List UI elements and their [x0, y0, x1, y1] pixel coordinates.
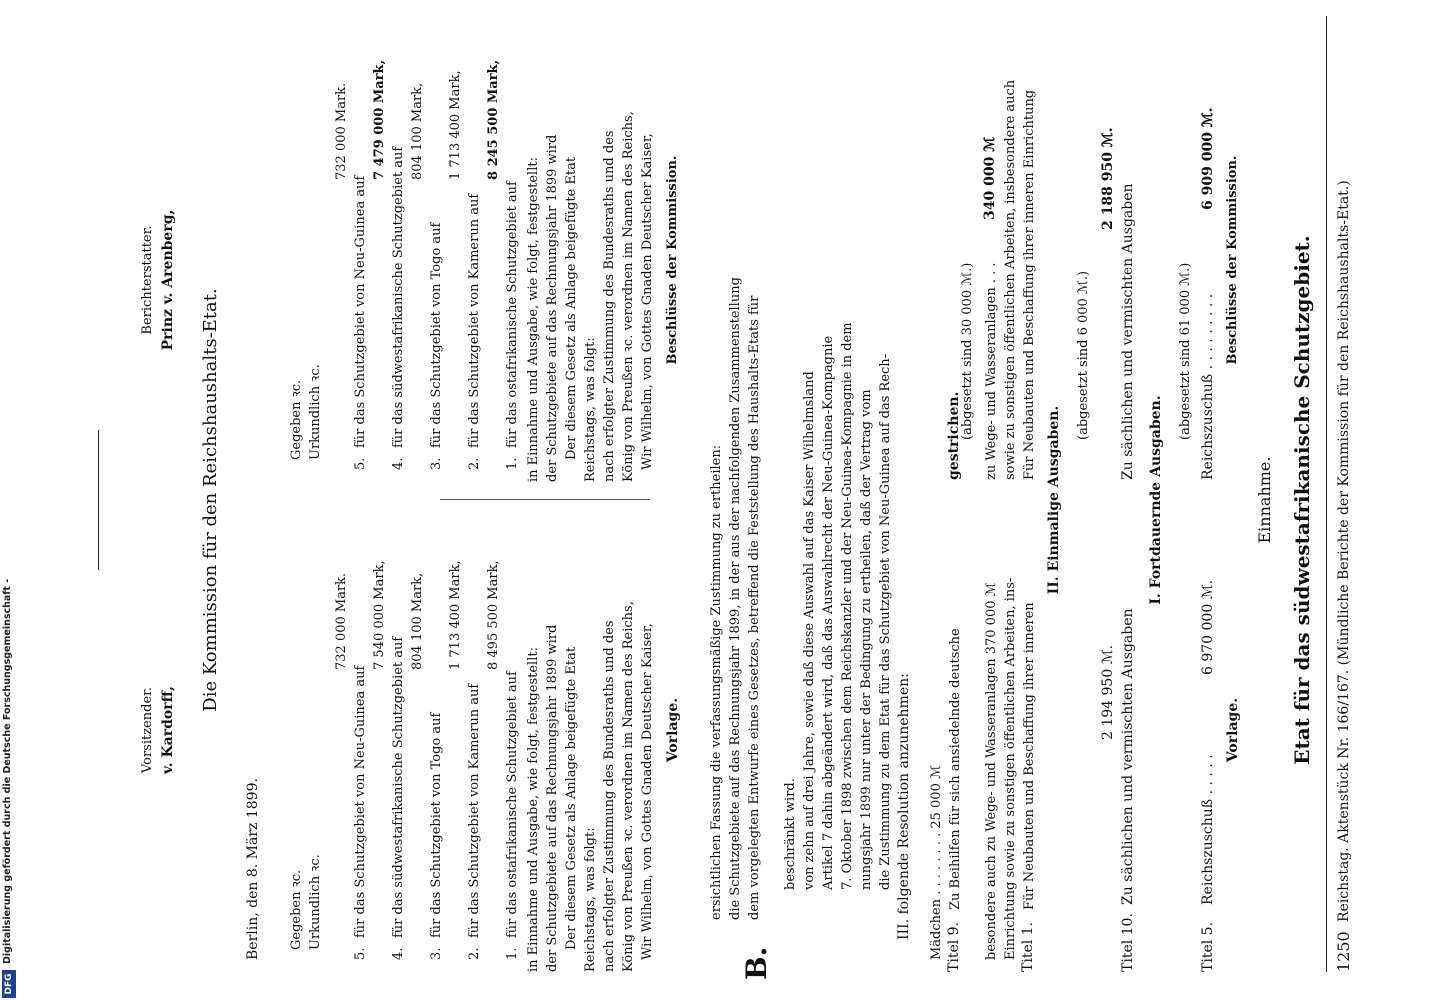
titel10-right-note: (abgesetzt sind 6 000 ℳ.) — [1076, 270, 1091, 440]
item-left-text: für das ostafrikanische Schutzgebiet auf — [505, 671, 520, 938]
header-rule — [1326, 16, 1327, 972]
item-right-num: 5. — [353, 457, 368, 470]
titel5-left-label: Titel 5. — [1200, 921, 1216, 972]
item-left-text: für das Schutzgebiet von Neu-Guinea auf — [353, 665, 368, 938]
item-right-text: für das Schutzgebiet von Togo auf — [429, 222, 444, 448]
item-right-num: 3. — [429, 457, 444, 470]
titel10-left-amount: 2 194 950 ℳ. — [1100, 644, 1116, 740]
item-left-num: 4. — [391, 947, 406, 960]
chair-role: Vorsitzender. — [140, 686, 155, 774]
law-intro-left: nach erfolgter Zustimmung des Bundesraths und des — [602, 620, 617, 972]
titel5-left-text: Reichszuschuß . . . . . — [1200, 754, 1216, 905]
chair-name: v. Kardorff, — [160, 686, 176, 774]
gegeben-right: Gegeben ꝛc. — [289, 379, 304, 460]
b-left-heading: Vorlage. — [665, 697, 681, 763]
reporter-role: Berichterstatter. — [140, 225, 155, 335]
item-left-text: für das Schutzgebiet von Kamerun auf — [467, 683, 482, 938]
resolution-line: 7. Oktober 1898 zwischen dem Reichskanzler und der Neu-Guinea-Kompagnie in dem — [840, 322, 855, 890]
fortdauernde-heading: I. Fortdauernde Ausgaben. — [1148, 395, 1164, 605]
einmalige-heading: II. Einmalige Ausgaben. — [1046, 405, 1062, 595]
item-right-num: 4. — [391, 457, 406, 470]
section-einnahme: Einnahme. — [1255, 456, 1274, 544]
b-text-line: dem vorgelegten Entwurfe eines Gesetzes, betreffend die Feststellung des Haushalts-Etats für — [747, 295, 762, 920]
item-right-amount: 1 713 400 Mark, — [448, 70, 463, 180]
item-left-text: für das Schutzgebiet von Togo auf — [429, 712, 444, 938]
law-intro-right: nach erfolgter Zustimmung des Bundesraths und des — [602, 130, 617, 482]
place-date: Berlin, den 8. März 1899. — [245, 778, 261, 960]
item-left-amount: 732 000 Mark. — [334, 572, 349, 670]
item-right-text: für das Schutzgebiet von Kamerun auf — [467, 193, 482, 448]
titel9-left-line: Mädchen . . . . . . . . 25 000 ℳ — [929, 765, 944, 960]
titel1-right-line: zu Wege- und Wasseranlagen . . . — [984, 262, 999, 480]
item-right-text: für das Schutzgebiet von Neu-Guinea auf — [353, 175, 368, 448]
digitization-footer — [0, 0, 18, 1000]
resolution-line: die Zustimmung zu dem Etat für das Schutzgebiet von Neu-Guinea auf das Rech- — [878, 353, 893, 890]
titel5-right-text: Reichszuschuß . . . . . . . . . — [1200, 293, 1216, 480]
item-left-num: 3. — [429, 947, 444, 960]
resolution-line: von zehn auf drei Jahre, sowie daß diese Auswahl auf das Kaiser Wilhelmsland — [802, 371, 817, 890]
item-left-num: 5. — [353, 947, 368, 960]
resolution-line: nungsjahr 1899 nur unter der Bedingung zu ertheilen, daß der Vertrag vom — [859, 389, 874, 890]
dfg-logo: DFG — [2, 970, 16, 998]
titel5-right-amount: 6 909 000 ℳ. — [1200, 107, 1216, 210]
item-right-amount: 804 100 Mark, — [410, 82, 425, 180]
item-right-num: 2. — [467, 457, 482, 470]
law-intro-right: Reichstags, was folgt: — [583, 337, 598, 482]
item-left-amount: 804 100 Mark, — [410, 572, 425, 670]
law-para-right: der Schutzgebiete auf das Rechnungsjahr 1899 wird — [545, 134, 560, 482]
titel9-left-label: Titel 9. — [946, 921, 962, 972]
titel5-right-note: (abgesetzt sind 61 000 ℳ.) — [1178, 262, 1193, 440]
urkundlich-left: Urkundlich ꝛc. — [308, 854, 323, 950]
item-left-num: 1. — [505, 947, 520, 960]
resolution-line: Artikel 7 dahin abgeändert wird, daß das Auswahlrecht der Neu-Guinea-Kompagnie — [821, 335, 836, 890]
law-para-right: in Einnahme und Ausgabe, wie folgt, festgestellt: — [526, 157, 541, 482]
column-divider — [440, 499, 650, 500]
law-intro-left: Reichstags, was folgt: — [583, 827, 598, 972]
titel10-right-text: Zu sächlichen und vermischten Ausgaben — [1120, 183, 1136, 480]
item-left-amount: 1 713 400 Mark, — [448, 560, 463, 670]
item-right-amount: 7 479 000 Mark, — [372, 59, 387, 180]
titel1-right-note: (abgesetzt sind 30 000 ℳ.) — [960, 262, 975, 440]
closing-rule — [98, 430, 99, 570]
running-head: Reichstag. Aktenstück Nr. 166/167. (Mündliche Berichte der Kommission für den Reichshaushalts-Etat.) — [1336, 180, 1352, 922]
titel9-left-line: Zu Beihilfen für sich ansiedelnde deutsche — [948, 628, 963, 910]
titel9-right-struck: gestrichen. — [946, 391, 962, 480]
titel1-left-line: besondere auch zu Wege- und Wasseranlagen 370 000 ℳ — [984, 582, 999, 960]
titel1-right-line: sowie zu sonstigen öffentlichen Arbeiten, insbesondere auch — [1003, 79, 1018, 480]
titel10-left-label: Titel 10. — [1120, 913, 1136, 972]
b-text-line: ersichtlichen Fassung die verfassungsmäßige Zustimmung zu ertheilen: — [709, 444, 724, 920]
b-right-heading: Beschlüsse der Kommission. — [665, 155, 680, 365]
section-b-marker: B. — [740, 946, 773, 980]
b-text-line: die Schutzgebiete auf das Rechnungsjahr 1899, in der aus der nachfolgenden Zusammenstellung — [728, 277, 743, 920]
law-para-left: in Einnahme und Ausgabe, wie folgt, festgestellt: — [526, 647, 541, 972]
commission-name: Die Kommission für den Reichshaushalts-Etat. — [200, 288, 221, 712]
titel1-left-label: Titel 1. — [1020, 921, 1036, 972]
item-right-num: 1. — [505, 457, 520, 470]
item-left-amount: 7 540 000 Mark, — [372, 560, 387, 670]
item-left-num: 2. — [467, 947, 482, 960]
resolution-intro: III. folgende Resolution anzunehmen: — [896, 673, 912, 940]
item-right-amount: 732 000 Mark. — [334, 82, 349, 180]
left-heading: Vorlage. — [1225, 697, 1241, 763]
page-number: 1250 — [1334, 931, 1353, 972]
law-intro-right: Wir Wilhelm, von Gottes Gnaden Deutscher Kaiser, — [640, 133, 655, 470]
law-para-right: Der diesem Gesetz als Anlage beigefügte Etat — [564, 156, 579, 460]
item-right-text: für das ostafrikanische Schutzgebiet auf — [505, 181, 520, 448]
page-title: Etat für das südwestafrikanische Schutzgebiet. — [1290, 235, 1314, 765]
law-para-left: Der diesem Gesetz als Anlage beigefügte Etat — [564, 646, 579, 950]
reporter-name: Prinz v. Arenberg, — [160, 209, 176, 351]
law-para-left: der Schutzgebiete auf das Rechnungsjahr 1899 wird — [545, 624, 560, 972]
titel1-right-amount: 340 000 ℳ — [982, 136, 998, 220]
item-left-text: für das südwestafrikanische Schutzgebiet auf — [391, 636, 406, 938]
law-intro-left: König von Preußen ꝛc. verordnen im Namen des Reichs, — [621, 601, 636, 972]
titel10-right-amount: 2 188 950 ℳ. — [1100, 127, 1116, 230]
titel5-left-amount: 6 970 000 ℳ. — [1200, 579, 1216, 675]
digitization-note: Digitalisierung gefördert durch die Deutsche Forschungsgemeinschaft - — [2, 578, 13, 964]
law-intro-left: Wir Wilhelm, von Gottes Gnaden Deutscher Kaiser, — [640, 623, 655, 960]
titel1-left-line: Für Neubauten und Beschaffung ihrer inneren — [1022, 602, 1037, 910]
item-right-text: für das südwestafrikanische Schutzgebiet auf — [391, 146, 406, 448]
right-heading: Beschlüsse der Kommission. — [1225, 155, 1240, 365]
law-intro-right: König von Preußen ꝛc. verordnen im Namen des Reichs, — [621, 111, 636, 482]
resolution-line: beschränkt wird. — [783, 778, 798, 890]
item-left-amount: 8 495 500 Mark, — [486, 560, 501, 670]
titel1-left-line: Einrichtung sowie zu sonstigen öffentlichen Arbeiten, ins- — [1003, 577, 1018, 960]
gegeben-left: Gegeben ꝛc. — [289, 869, 304, 950]
urkundlich-right: Urkundlich ꝛc. — [308, 364, 323, 460]
titel1-right-line: Für Neubauten und Beschaffung ihrer inneren Einrichtung — [1022, 89, 1037, 480]
titel10-left-text: Zu sächlichen und vermischten Ausgaben — [1120, 608, 1136, 905]
item-right-amount: 8 245 500 Mark, — [486, 59, 501, 180]
